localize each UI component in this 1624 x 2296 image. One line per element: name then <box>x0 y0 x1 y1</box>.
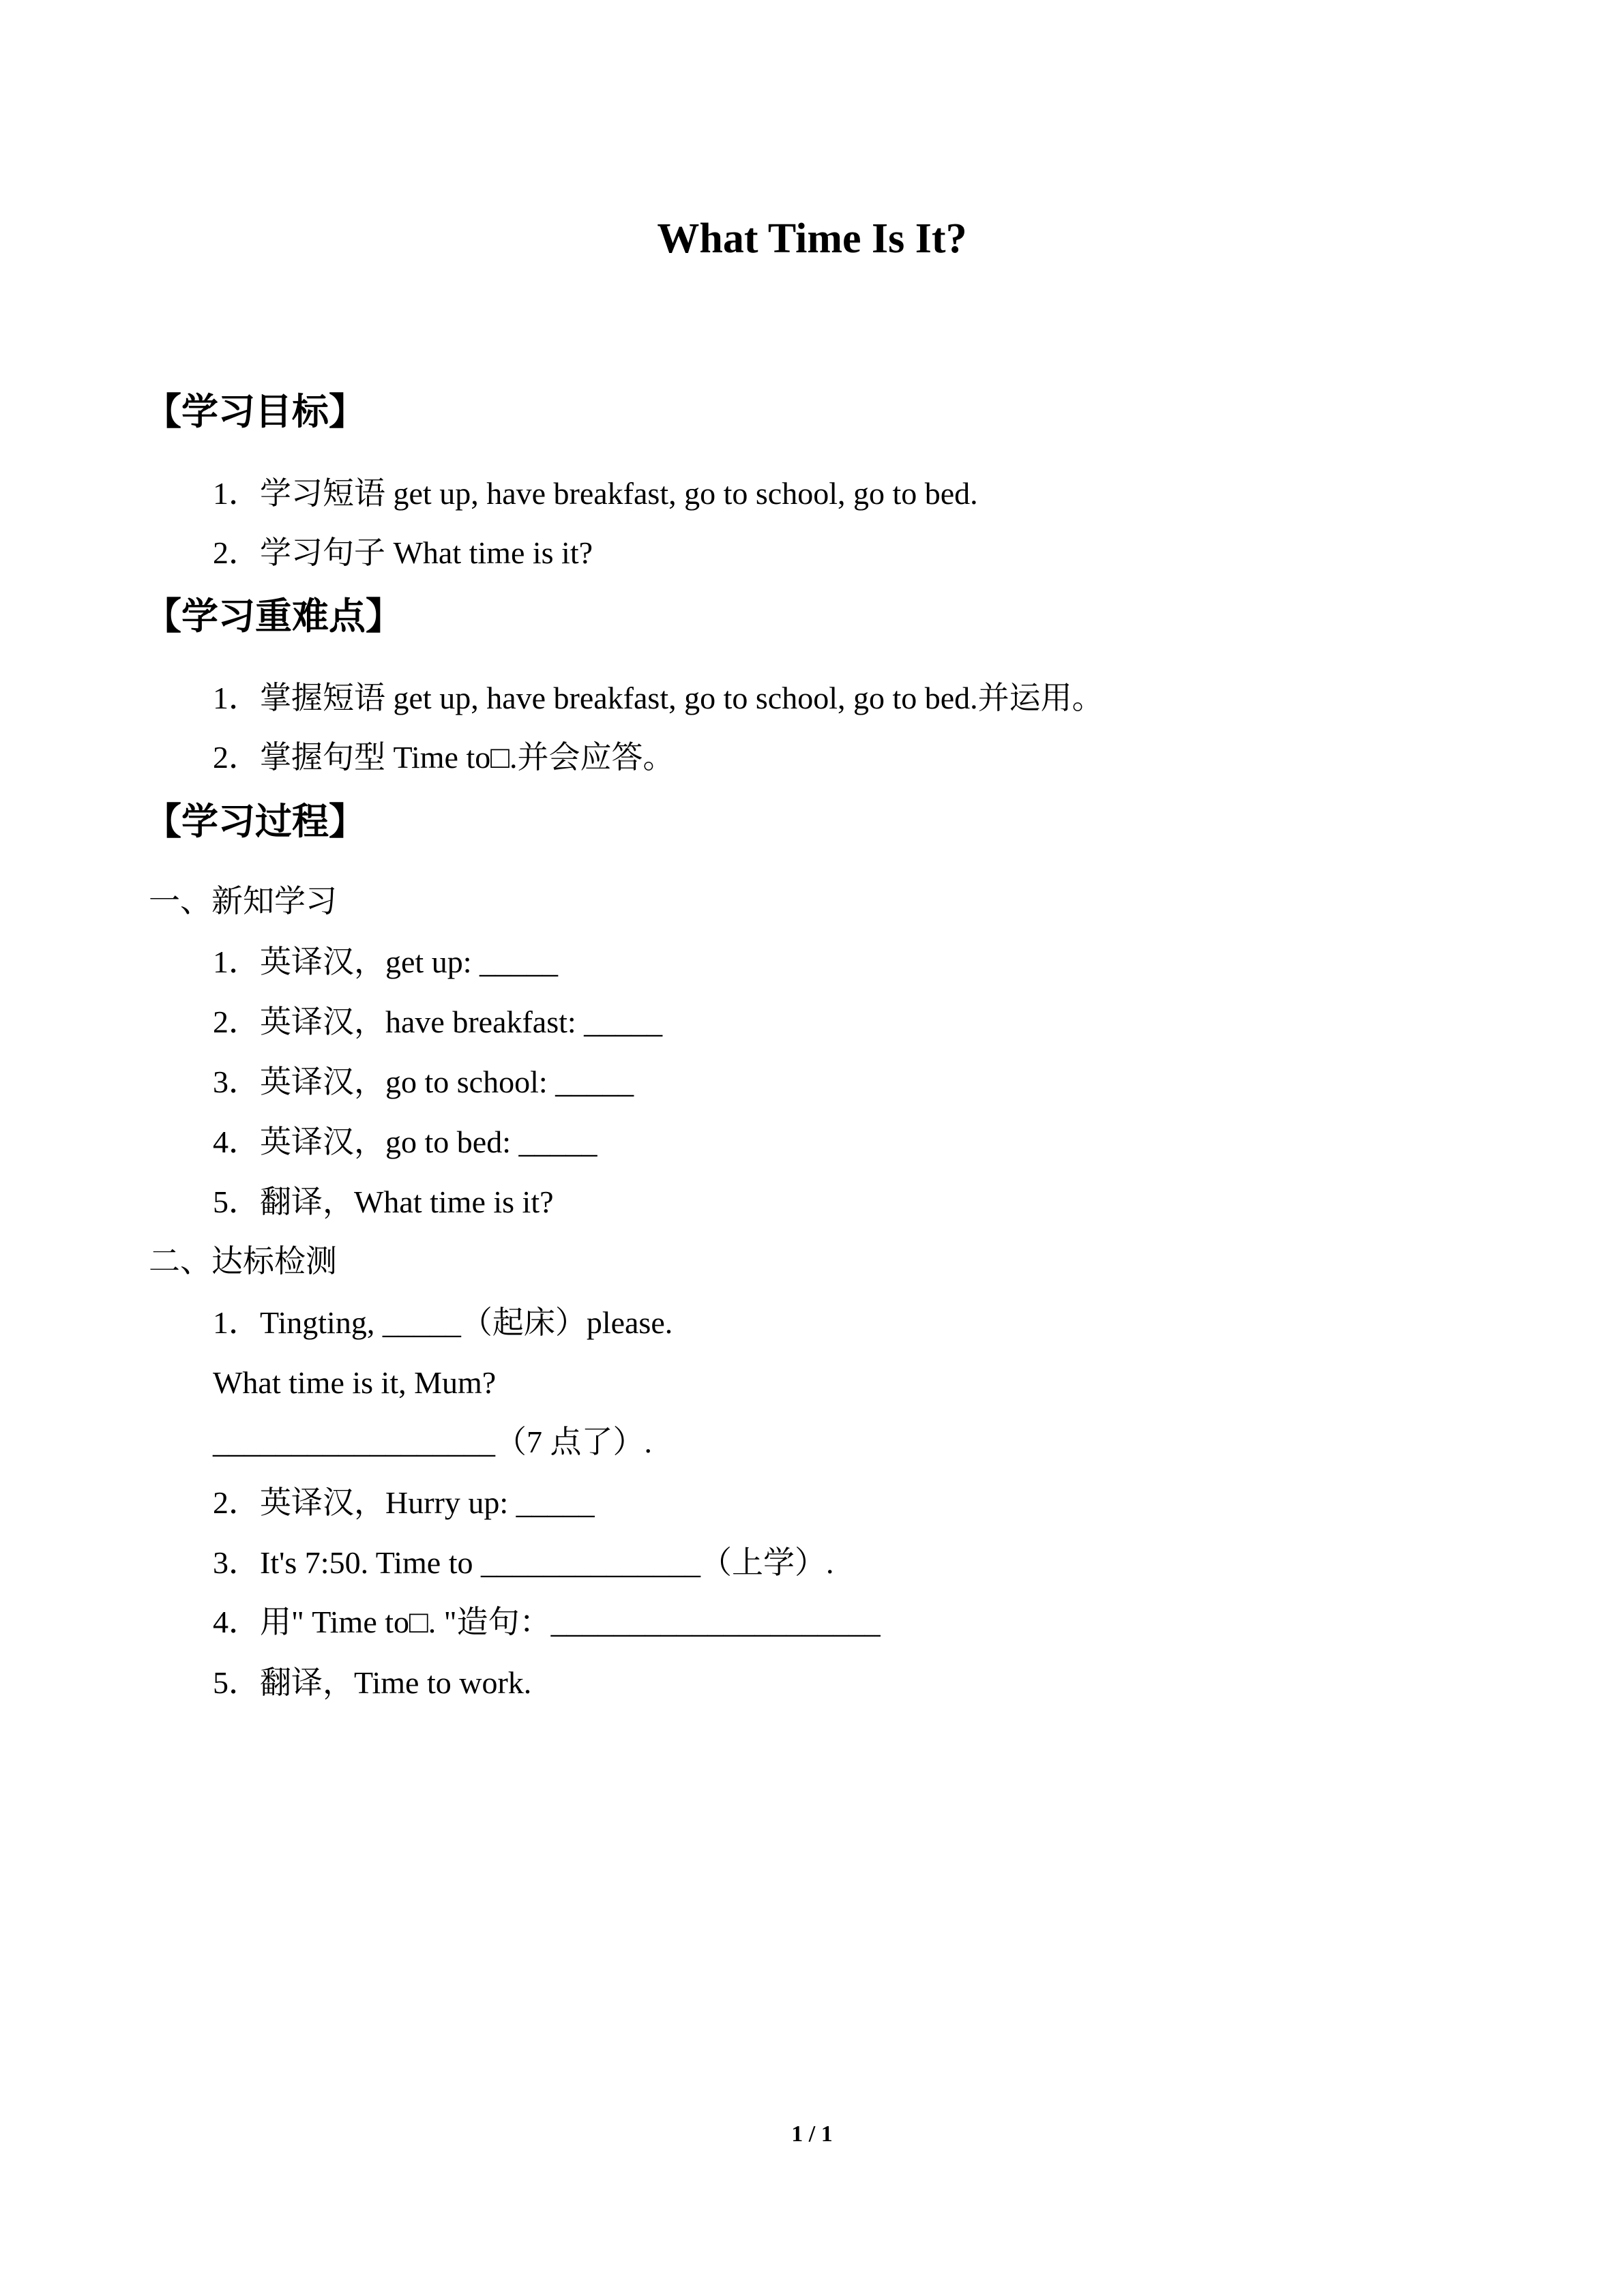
exercise-item: 3．英译汉，go to school: _____ <box>213 1064 634 1099</box>
assessment-item: __________________（7 点了）. <box>213 1425 652 1459</box>
section-heading-process: 【学习过程】 <box>145 800 366 843</box>
goal-item-1: 1．学习短语 get up, have breakfast, go to school, go to bed. <box>213 476 978 511</box>
assessment-item: What time is it, Mum? <box>213 1365 497 1400</box>
key-point-item-2: 2．掌握句型 Time to□.并会应答。 <box>213 740 675 775</box>
page-number: 1 / 1 <box>791 2121 833 2147</box>
exercise-item: 5．翻译，What time is it? <box>213 1184 554 1219</box>
section-heading-goals: 【学习目标】 <box>145 390 366 433</box>
part-heading-assessment: 二、达标检测 <box>149 1244 337 1279</box>
assessment-item: 1．Tingting, _____（起床）please. <box>213 1305 673 1340</box>
section-heading-key-points: 【学习重难点】 <box>145 595 402 638</box>
page-title: What Time Is It? <box>657 215 967 262</box>
exercise-item: 4．英译汉，go to bed: _____ <box>213 1124 597 1159</box>
exercise-item: 2．英译汉，have breakfast: _____ <box>213 1004 663 1039</box>
exercise-item: 1．英译汉，get up: _____ <box>213 944 558 979</box>
assessment-item: 2．英译汉，Hurry up: _____ <box>213 1485 595 1520</box>
assessment-item: 4．用" Time to□. "造句：_____________________ <box>213 1605 881 1639</box>
key-point-item-1: 1．掌握短语 get up, have breakfast, go to school, go to bed.并运用。 <box>213 681 1104 715</box>
part-heading-new-knowledge: 一、新知学习 <box>149 884 337 919</box>
assessment-item: 3．It's 7:50. Time to ______________（上学）. <box>213 1545 834 1580</box>
goal-item-2: 2．学习句子 What time is it? <box>213 535 593 570</box>
assessment-item: 5．翻译，Time to work. <box>213 1665 532 1700</box>
